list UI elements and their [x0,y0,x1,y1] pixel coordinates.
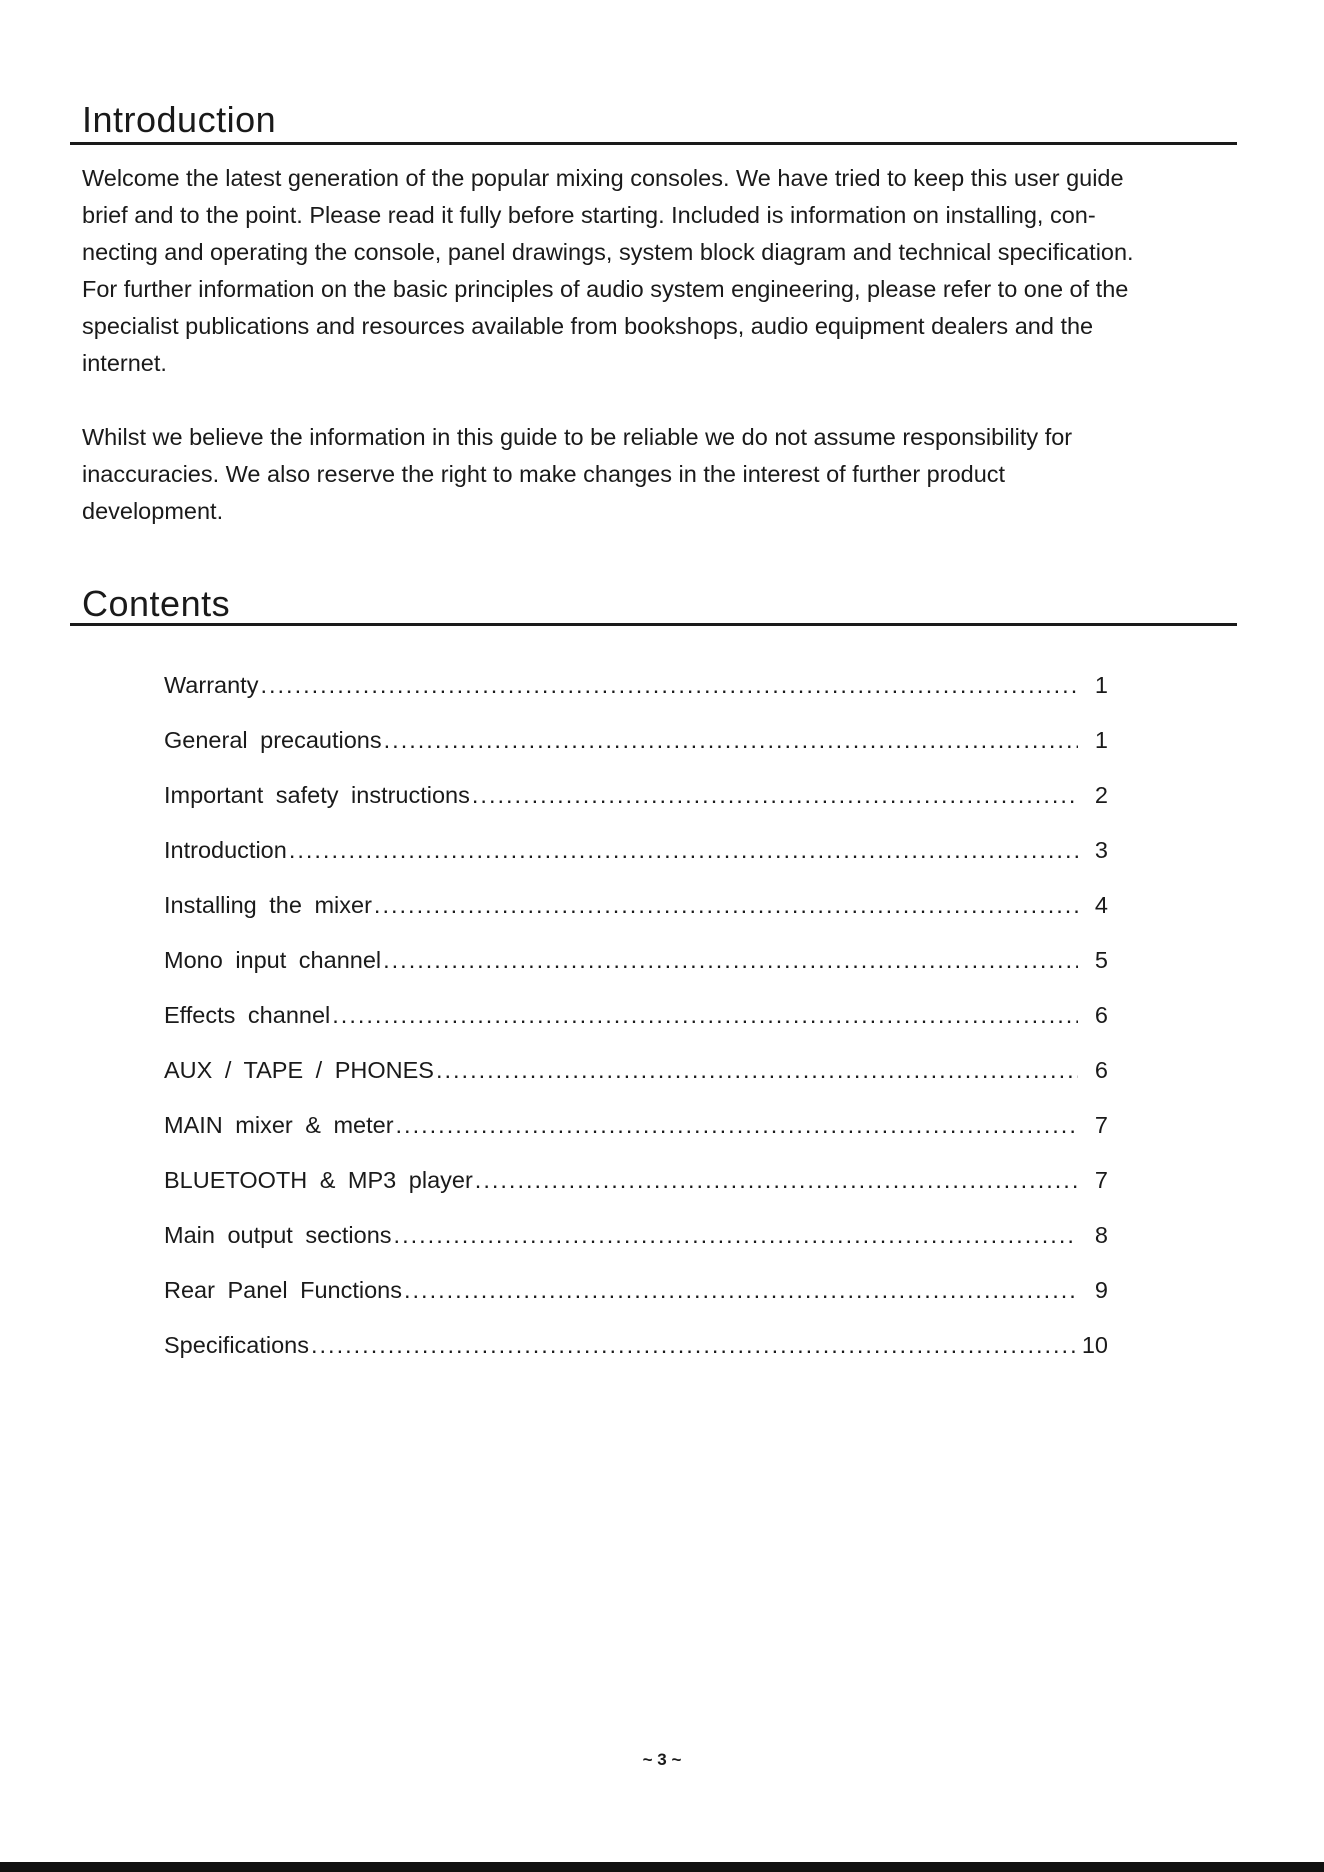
toc-entry-title: Mono input channel [164,947,382,973]
toc-entry-page: 6 [1094,1057,1108,1083]
toc-dot-leader [475,1167,1078,1194]
toc-entry-title: Warranty [164,672,259,698]
toc-dot-leader [404,1277,1078,1304]
toc-entry-bluetooth-mp3-player[interactable] [164,1167,1108,1222]
toc-entry-mono-input-channel[interactable] [164,947,1108,1002]
toc-entry-title: Important safety instructions [164,782,470,808]
toc-entry-title: Installing the mixer [164,892,372,918]
toc-entry-important-safety-instructions[interactable] [164,782,1108,837]
page-number: ~ 3 ~ [642,1750,682,1769]
toc-dot-leader [260,672,1078,699]
toc-entry-effects-channel[interactable] [164,1002,1108,1057]
paragraph-line: Whilst we believe the information in this guide to be reliable we do not assume responsibility for [82,424,1073,450]
toc-dot-leader [396,1112,1078,1139]
toc-entry-introduction[interactable] [164,837,1108,892]
toc-entry-title: General precautions [164,727,382,753]
paragraph-line: development. [82,498,224,524]
toc-entry-page: 7 [1094,1167,1108,1193]
toc-entry-rear-panel-functions[interactable] [164,1277,1108,1332]
toc-entry-installing-the-mixer[interactable] [164,892,1108,947]
introduction-heading: Introduction [82,99,277,140]
toc-dot-leader [374,892,1078,919]
toc-dot-leader [472,782,1078,809]
paragraph-line: internet. [82,350,167,376]
paragraph-line: brief and to the point. Please read it fully before starting. Included is information on installing, con- [82,202,1096,228]
paragraph-line: Welcome the latest generation of the popular mixing consoles. We have tried to keep this user guide [82,165,1124,191]
toc-entry-warranty[interactable] [164,672,1108,727]
toc-dot-leader [436,1057,1078,1084]
toc-dot-leader [384,727,1078,754]
toc-entry-title: Effects channel [164,1002,331,1028]
toc-entry-specifications[interactable] [164,1332,1108,1387]
contents-heading: Contents [82,583,231,624]
toc-entry-page: 8 [1094,1222,1108,1248]
toc-dot-leader [383,947,1078,974]
introduction-paragraph-2 [82,419,1262,530]
introduction-rule [70,142,1237,145]
toc-dot-leader [394,1222,1078,1249]
toc-entry-title: Introduction [164,837,287,863]
toc-entry-page: 6 [1094,1002,1108,1028]
contents-rule [70,623,1237,626]
table-of-contents [164,672,1108,1387]
toc-dot-leader [332,1002,1078,1029]
toc-entry-title: BLUETOOTH & MP3 player [164,1167,473,1193]
toc-entry-page: 1 [1094,672,1108,698]
toc-entry-title: Main output sections [164,1222,392,1248]
paragraph-line: specialist publications and resources available from bookshops, audio equipment dealers and the [82,313,1094,339]
toc-dot-leader [289,837,1078,864]
toc-dot-leader [311,1332,1078,1359]
toc-entry-title: AUX / TAPE / PHONES [164,1057,434,1083]
toc-entry-title: Rear Panel Functions [164,1277,402,1303]
bottom-scan-edge [0,1862,1324,1872]
toc-entry-page: 7 [1094,1112,1108,1138]
toc-entry-main-mixer-meter[interactable] [164,1112,1108,1167]
toc-entry-main-output-sections[interactable] [164,1222,1108,1277]
toc-entry-aux-tape-phones[interactable] [164,1057,1108,1112]
paragraph-line: necting and operating the console, panel drawings, system block diagram and technical specification. [82,239,1134,265]
toc-entry-page: 10 [1081,1332,1108,1358]
paragraph-line: For further information on the basic principles of audio system engineering, please refer to one of the [82,276,1129,302]
paragraph-line: inaccuracies. We also reserve the right to make changes in the interest of further product [82,461,1006,487]
toc-entry-page: 9 [1094,1277,1108,1303]
toc-entry-title: MAIN mixer & meter [164,1112,394,1138]
toc-entry-general-precautions[interactable] [164,727,1108,782]
toc-entry-page: 2 [1094,782,1108,808]
toc-entry-page: 4 [1094,892,1108,918]
toc-entry-page: 3 [1094,837,1108,863]
introduction-paragraph-1 [82,160,1262,382]
toc-entry-title: Specifications [164,1332,309,1358]
toc-entry-page: 5 [1094,947,1108,973]
toc-entry-page: 1 [1094,727,1108,753]
